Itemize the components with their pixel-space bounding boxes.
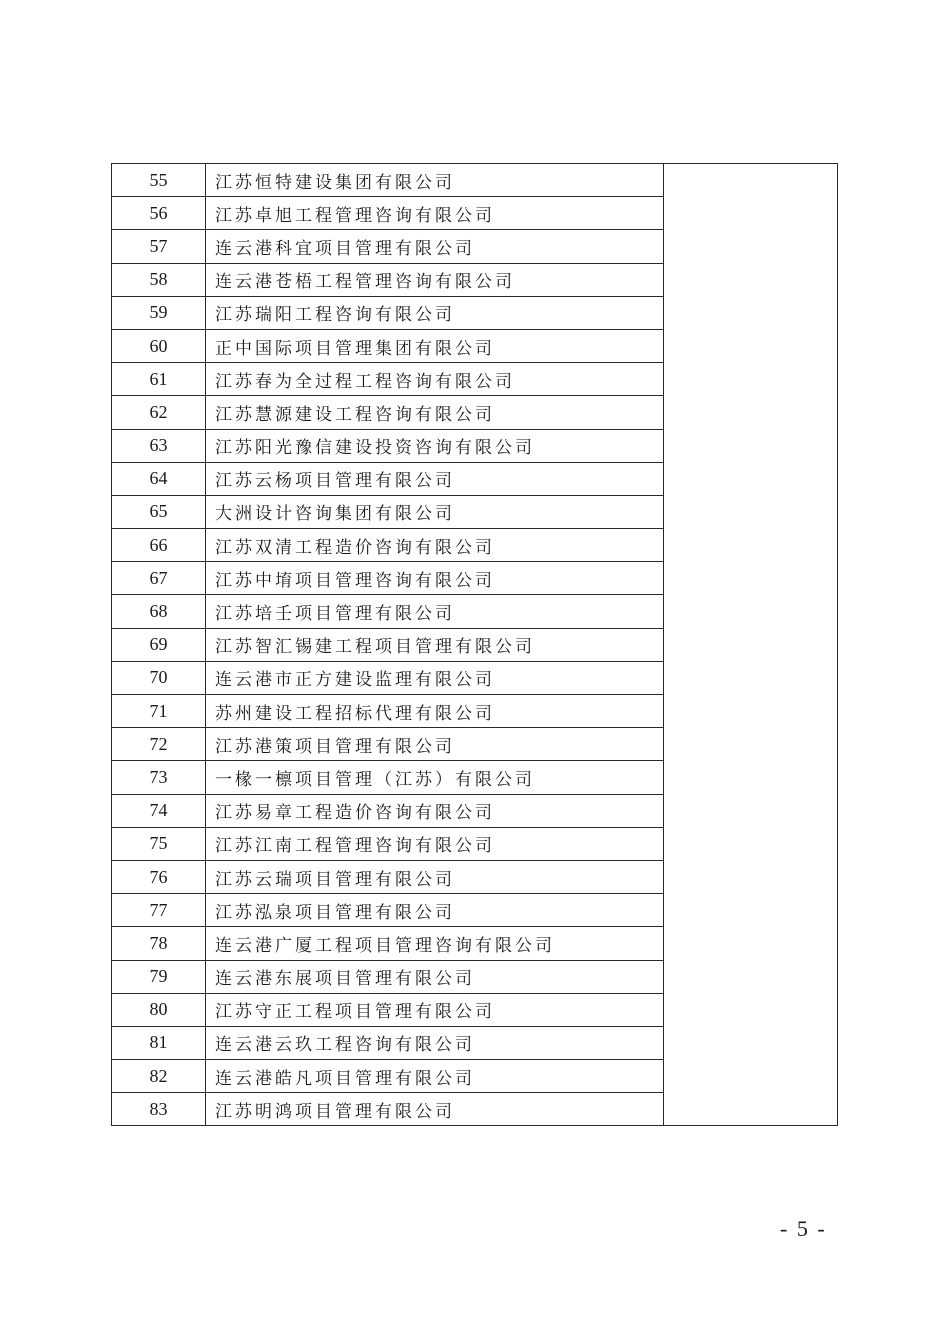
company-name: 正中国际项目管理集团有限公司 xyxy=(206,329,664,362)
row-number: 72 xyxy=(112,728,206,761)
row-number: 73 xyxy=(112,761,206,794)
row-number: 81 xyxy=(112,1026,206,1059)
company-name: 江苏泓泉项目管理有限公司 xyxy=(206,894,664,927)
row-number: 67 xyxy=(112,562,206,595)
remark-cell xyxy=(664,164,838,1126)
company-name: 江苏智汇锡建工程项目管理有限公司 xyxy=(206,628,664,661)
company-name: 江苏卓旭工程管理咨询有限公司 xyxy=(206,197,664,230)
company-name: 连云港东展项目管理有限公司 xyxy=(206,960,664,993)
company-name: 连云港科宜项目管理有限公司 xyxy=(206,230,664,263)
company-list-table xyxy=(111,163,838,1126)
company-name: 江苏瑞阳工程咨询有限公司 xyxy=(206,296,664,329)
row-number: 65 xyxy=(112,495,206,528)
company-name: 江苏云瑞项目管理有限公司 xyxy=(206,860,664,893)
row-number: 74 xyxy=(112,794,206,827)
row-number: 60 xyxy=(112,329,206,362)
page-number: - 5 - xyxy=(780,1216,827,1241)
row-number: 55 xyxy=(112,164,206,197)
row-number: 76 xyxy=(112,860,206,893)
row-number: 79 xyxy=(112,960,206,993)
row-number: 83 xyxy=(112,1093,206,1126)
row-number: 63 xyxy=(112,429,206,462)
company-name: 苏州建设工程招标代理有限公司 xyxy=(206,695,664,728)
table-row xyxy=(112,164,838,197)
row-number: 57 xyxy=(112,230,206,263)
row-number: 61 xyxy=(112,363,206,396)
company-name: 连云港云玖工程咨询有限公司 xyxy=(206,1026,664,1059)
row-number: 82 xyxy=(112,1060,206,1093)
row-number: 69 xyxy=(112,628,206,661)
company-name: 连云港广厦工程项目管理咨询有限公司 xyxy=(206,927,664,960)
row-number: 77 xyxy=(112,894,206,927)
row-number: 80 xyxy=(112,993,206,1026)
row-number: 66 xyxy=(112,529,206,562)
company-name: 江苏云杨项目管理有限公司 xyxy=(206,462,664,495)
row-number: 71 xyxy=(112,695,206,728)
company-name: 江苏培壬项目管理有限公司 xyxy=(206,595,664,628)
company-name: 江苏守正工程项目管理有限公司 xyxy=(206,993,664,1026)
row-number: 58 xyxy=(112,263,206,296)
company-name: 江苏双清工程造价咨询有限公司 xyxy=(206,529,664,562)
company-name: 一椽一檩项目管理（江苏）有限公司 xyxy=(206,761,664,794)
row-number: 78 xyxy=(112,927,206,960)
company-name: 江苏慧源建设工程咨询有限公司 xyxy=(206,396,664,429)
table-body xyxy=(112,164,838,1126)
row-number: 56 xyxy=(112,197,206,230)
company-name: 江苏阳光豫信建设投资咨询有限公司 xyxy=(206,429,664,462)
company-name: 江苏易章工程造价咨询有限公司 xyxy=(206,794,664,827)
company-name: 江苏江南工程管理咨询有限公司 xyxy=(206,827,664,860)
company-name: 大洲设计咨询集团有限公司 xyxy=(206,495,664,528)
company-name: 江苏恒特建设集团有限公司 xyxy=(206,164,664,197)
row-number: 59 xyxy=(112,296,206,329)
row-number: 70 xyxy=(112,661,206,694)
row-number: 62 xyxy=(112,396,206,429)
company-name: 江苏春为全过程工程咨询有限公司 xyxy=(206,363,664,396)
company-name: 江苏中堉项目管理咨询有限公司 xyxy=(206,562,664,595)
row-number: 75 xyxy=(112,827,206,860)
company-name: 连云港市正方建设监理有限公司 xyxy=(206,661,664,694)
company-name: 江苏明鸿项目管理有限公司 xyxy=(206,1093,664,1126)
company-name: 江苏港策项目管理有限公司 xyxy=(206,728,664,761)
company-name: 连云港苍梧工程管理咨询有限公司 xyxy=(206,263,664,296)
company-name: 连云港皓凡项目管理有限公司 xyxy=(206,1060,664,1093)
row-number: 68 xyxy=(112,595,206,628)
row-number: 64 xyxy=(112,462,206,495)
